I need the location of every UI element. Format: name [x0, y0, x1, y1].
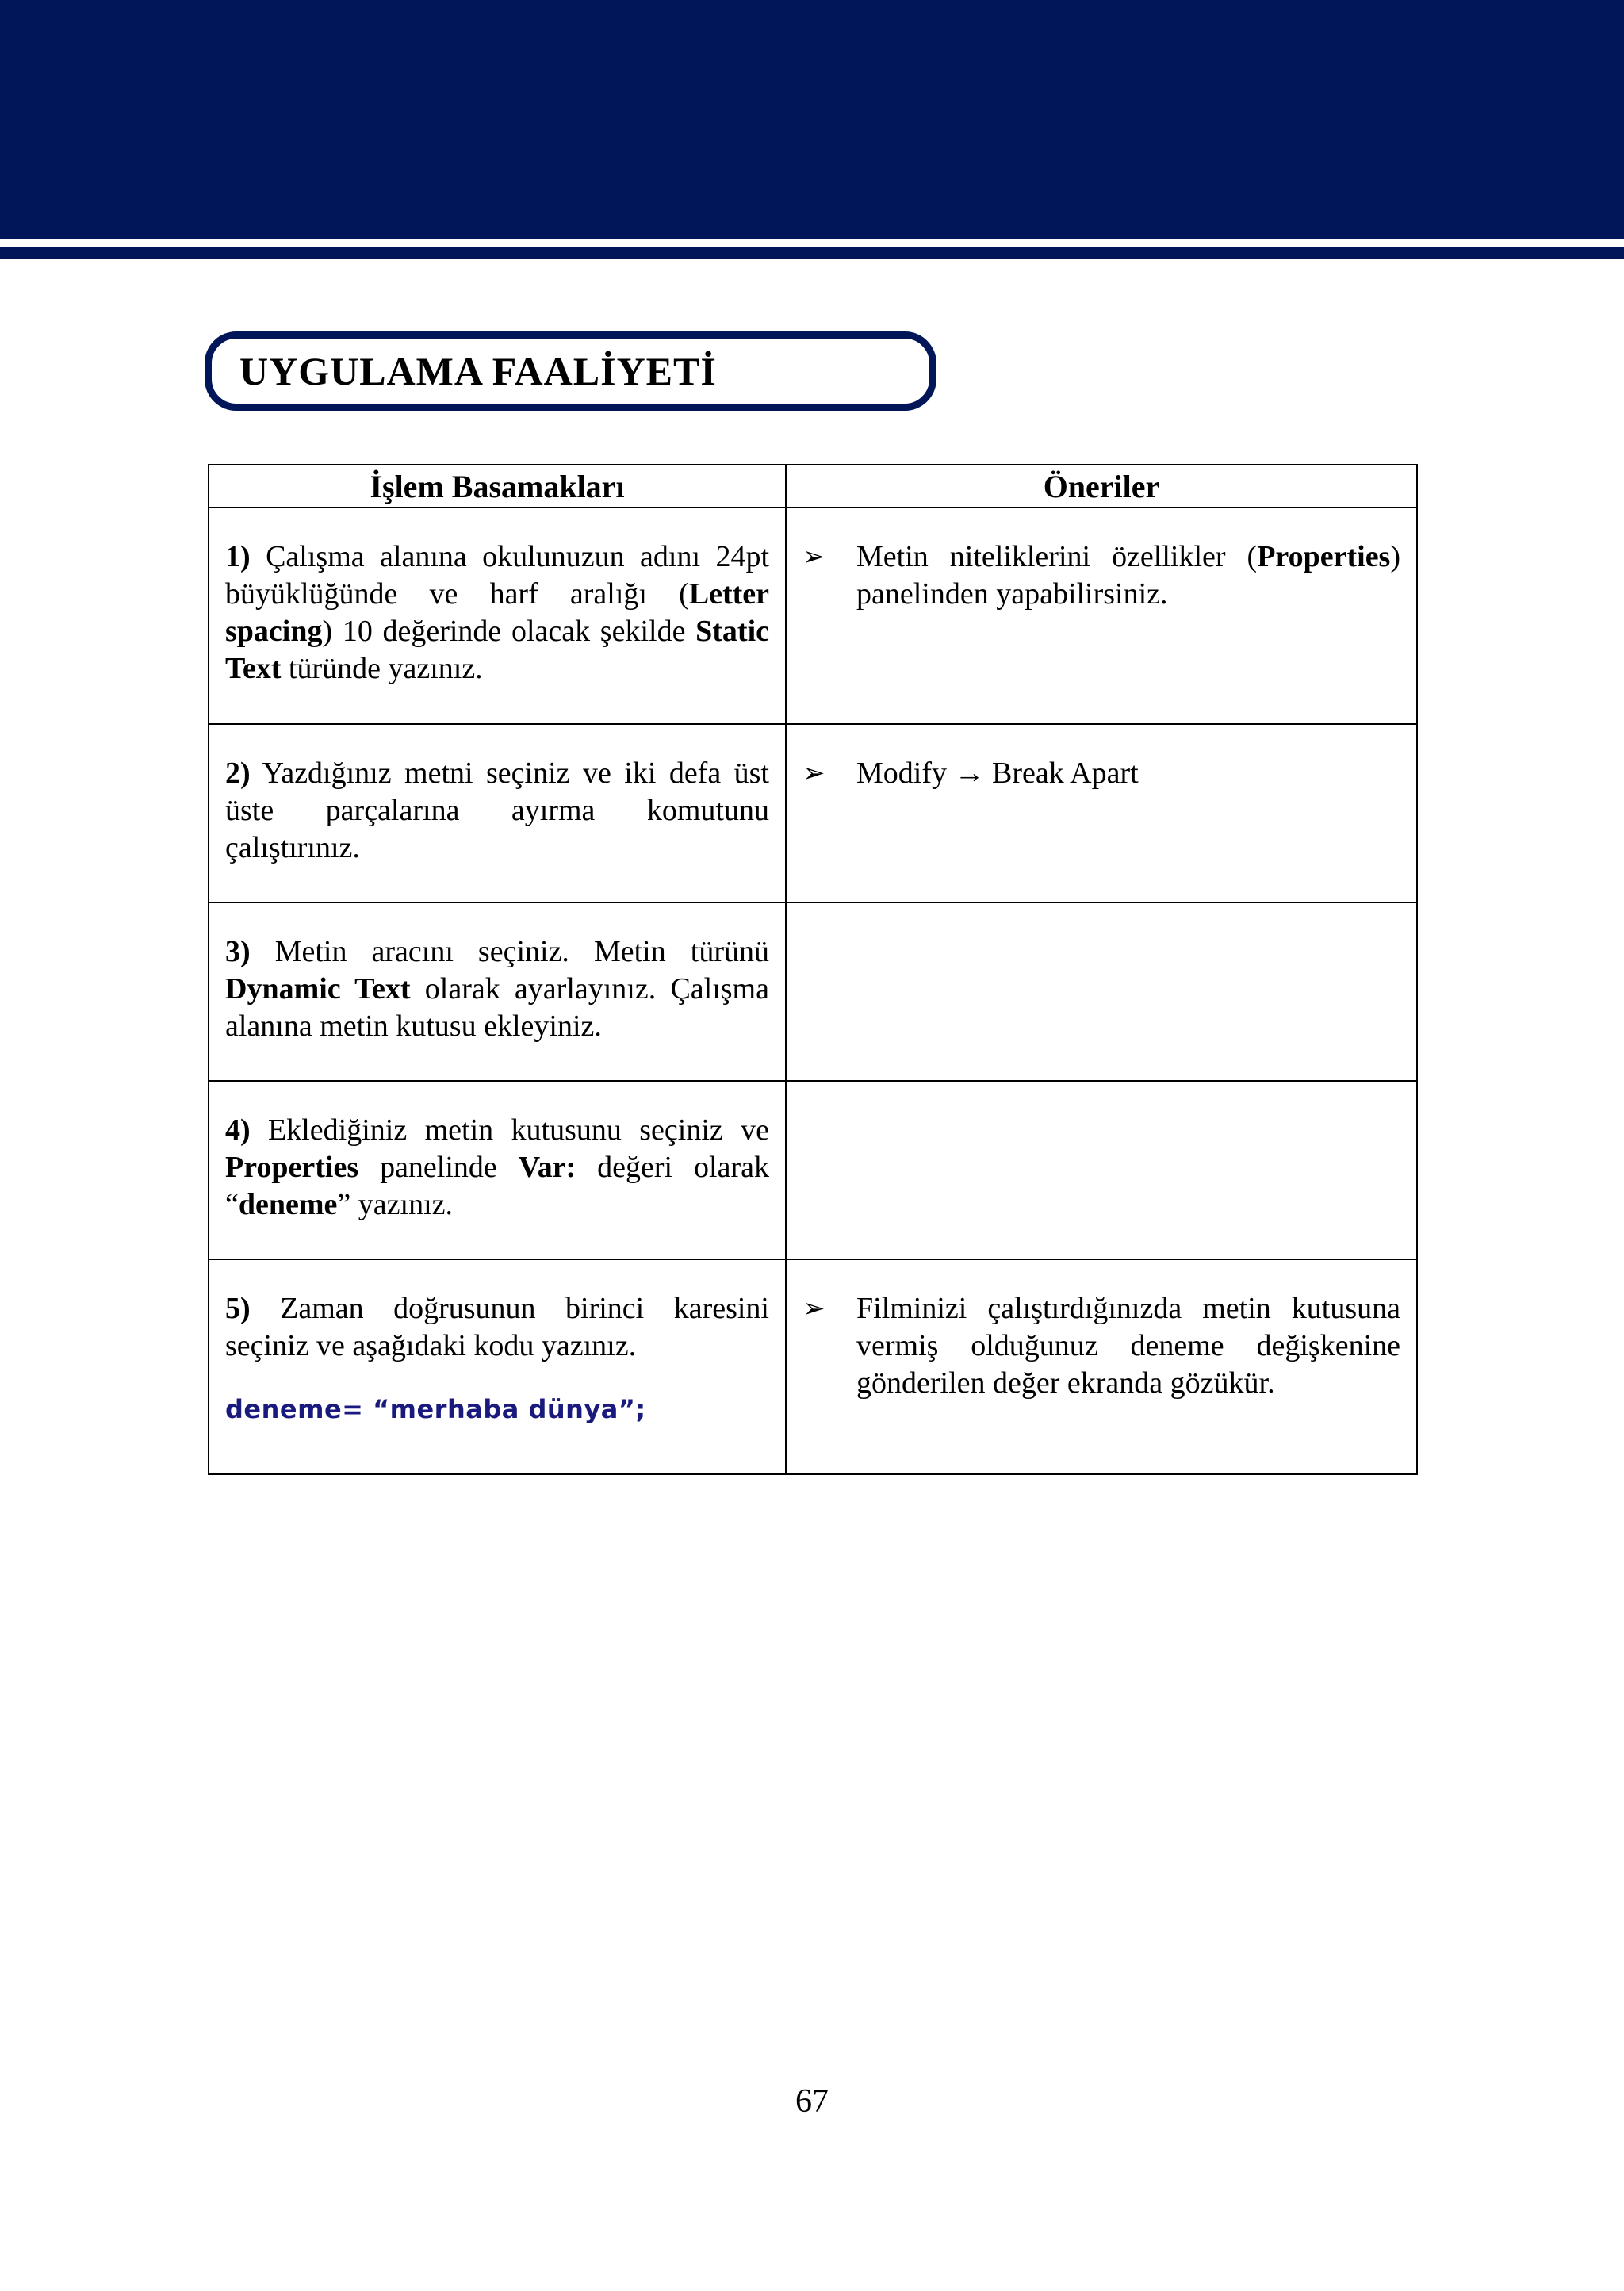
step-text	[225, 538, 769, 688]
header-stripe	[0, 247, 1624, 259]
step-cell	[209, 1081, 786, 1259]
activity-title: UYGULAMA FAALİYETİ	[239, 349, 717, 393]
suggestion-cell	[786, 724, 1417, 902]
text-run: olarak ayarlayınız. Çalışma alanına metin kutusu ekleyiniz.	[225, 972, 769, 1043]
text-run: Metin aracını seçiniz. Metin türünü	[250, 935, 769, 968]
suggestion-item	[802, 1290, 1400, 1402]
header-band	[0, 0, 1624, 239]
text-run: Yazdığınız metni seçiniz ve iki defa üst üste parçalarına ayırma komutunu çalıştırınız.	[225, 757, 769, 864]
bold-text: Letter spacing	[225, 577, 769, 648]
table-row	[209, 1259, 1417, 1474]
text-run: ) panelinden yapabilirsiniz.	[856, 540, 1400, 611]
code-snippet: deneme= “merhaba dünya”;	[225, 1394, 646, 1424]
text-run: panelinde	[358, 1151, 519, 1184]
table-row	[209, 1081, 1417, 1259]
header-suggestions: Öneriler	[786, 465, 1417, 508]
page-number: 67	[795, 2083, 829, 2120]
step-cell	[209, 724, 786, 902]
table-header-row	[209, 465, 1417, 508]
step-text	[225, 1112, 769, 1224]
bold-text: deneme	[238, 1188, 338, 1221]
text-run: Metin niteliklerini özellikler (	[856, 540, 1258, 573]
text-run: ” yazınız.	[337, 1188, 453, 1221]
step-number: 5)	[225, 1292, 251, 1325]
text-run: Zaman doğrusunun birinci karesini seçiniz ve aşağıdaki kodu yazınız.	[225, 1292, 769, 1362]
step-text	[225, 755, 769, 867]
suggestion-cell	[786, 1081, 1417, 1259]
text-run: Modify → Break Apart	[856, 757, 1139, 790]
step-number: 1)	[225, 540, 251, 573]
text-run: ) 10 değerinde olacak şekilde	[322, 615, 696, 648]
suggestion-item	[802, 755, 1400, 792]
text-run: Filminizi çalıştırdığınızda metin kutusuna vermiş olduğunuz deneme değişkenine gönderilen değer ekranda gözükür.	[856, 1292, 1400, 1400]
step-cell	[209, 508, 786, 724]
steps-table	[208, 464, 1418, 1475]
bold-text: Static Text	[225, 615, 769, 685]
text-run: Çalışma alanına okulunuzun adını 24pt büyüklüğünde ve harf aralığı (	[225, 540, 769, 611]
table-row	[209, 902, 1417, 1081]
text-run: değeri olarak “	[225, 1151, 769, 1221]
suggestion-item	[802, 538, 1400, 613]
suggestion-cell	[786, 508, 1417, 724]
suggestion-text	[856, 538, 1400, 613]
arrow-bullet-icon: ➢	[802, 757, 825, 789]
suggestion-text	[856, 1290, 1400, 1402]
text-run: türünde yazınız.	[281, 652, 483, 685]
header-steps: İşlem Basamakları	[209, 465, 786, 508]
table-row	[209, 508, 1417, 724]
bold-text: Var:	[518, 1151, 576, 1184]
table-row	[209, 724, 1417, 902]
bold-text: Properties	[1257, 540, 1391, 573]
step-text	[225, 933, 769, 1045]
step-text	[225, 1290, 769, 1365]
suggestion-cell	[786, 1259, 1417, 1474]
step-number: 4)	[225, 1113, 251, 1147]
step-number: 2)	[225, 757, 251, 790]
suggestion-text	[856, 755, 1400, 792]
step-cell	[209, 902, 786, 1081]
bold-text: Dynamic Text	[225, 972, 411, 1006]
suggestion-cell	[786, 902, 1417, 1081]
arrow-bullet-icon: ➢	[802, 541, 825, 573]
step-cell	[209, 1259, 786, 1474]
step-number: 3)	[225, 935, 251, 968]
arrow-bullet-icon: ➢	[802, 1293, 825, 1324]
text-run: Eklediğiniz metin kutusunu seçiniz ve	[250, 1113, 769, 1147]
activity-title-box	[205, 331, 936, 411]
bold-text: Properties	[225, 1151, 359, 1184]
